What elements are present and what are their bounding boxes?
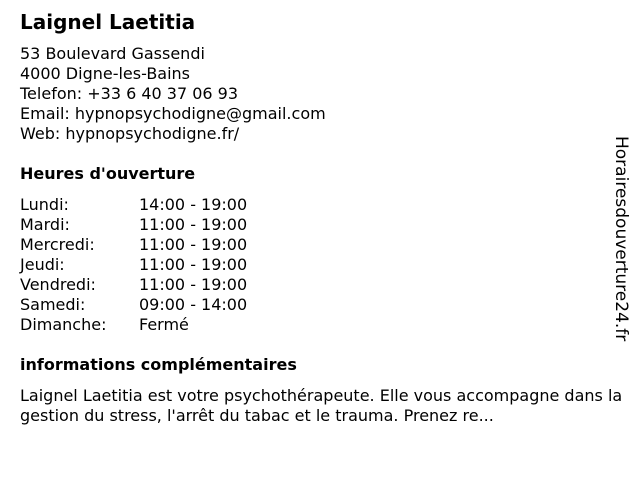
info-title: informations complémentaires bbox=[20, 355, 297, 374]
hours-time: 11:00 - 19:00 bbox=[139, 215, 248, 234]
hours-day: Mardi: bbox=[20, 215, 70, 234]
hours-title: Heures d'ouverture bbox=[20, 164, 196, 183]
address-street: 53 Boulevard Gassendi bbox=[20, 44, 205, 63]
hours-day: Samedi: bbox=[20, 295, 86, 314]
hours-table bbox=[20, 195, 620, 335]
hours-time: 11:00 - 19:00 bbox=[139, 275, 248, 294]
hours-day: Lundi: bbox=[20, 195, 69, 214]
hours-time: 11:00 - 19:00 bbox=[139, 235, 248, 254]
hours-day: Mercredi: bbox=[20, 235, 95, 254]
hours-time: 11:00 - 19:00 bbox=[139, 255, 248, 274]
info-description: Laignel Laetitia est votre psychothérapeute. Elle vous accompagne dans la gestion du stress, l'arrêt du tabac et le trauma. Prenez re... bbox=[20, 386, 623, 425]
hours-row-vendredi bbox=[20, 275, 620, 295]
email-text: Email: hypnopsychodigne@gmail.com bbox=[20, 104, 326, 123]
hours-day: Jeudi: bbox=[20, 255, 65, 274]
hours-row-dimanche bbox=[20, 315, 620, 335]
hours-row-samedi bbox=[20, 295, 620, 315]
hours-row-mercredi bbox=[20, 235, 620, 255]
hours-row-lundi bbox=[20, 195, 620, 215]
address-city: 4000 Digne-les-Bains bbox=[20, 64, 191, 83]
hours-time: 09:00 - 14:00 bbox=[139, 295, 248, 314]
hours-day: Vendredi: bbox=[20, 275, 96, 294]
contact-block bbox=[20, 44, 620, 144]
business-name: Laignel Laetitia bbox=[20, 10, 196, 34]
hours-time: Fermé bbox=[139, 315, 189, 334]
hours-row-mardi bbox=[20, 215, 620, 235]
site-watermark: Horairesdouverture24.fr bbox=[611, 136, 631, 342]
web-text: Web: hypnopsychodigne.fr/ bbox=[20, 124, 240, 143]
hours-row-jeudi bbox=[20, 255, 620, 275]
phone-text: Telefon: +33 6 40 37 06 93 bbox=[20, 84, 239, 103]
hours-time: 14:00 - 19:00 bbox=[139, 195, 248, 214]
hours-day: Dimanche: bbox=[20, 315, 107, 334]
